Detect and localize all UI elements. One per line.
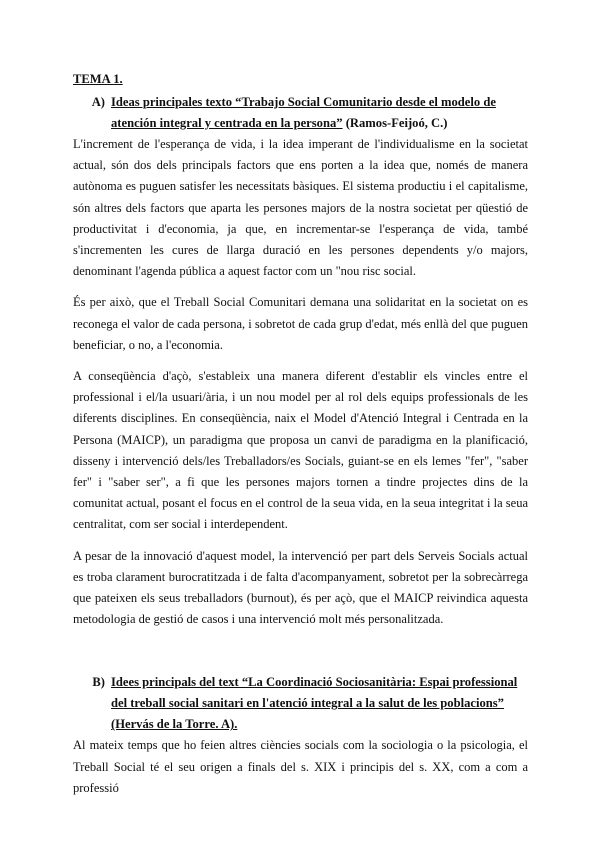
paragraph: A pesar de la innovació d'aquest model, la intervenció per part dels Serveis Socials actual es troba clarament burocratitzada i de falta d'acompanyament, sobretot per la sobrecàrrega que pateixen els seus treballadors (burnout), és per açò, que el MAICP reivindica aquesta metodologia de gestió de casos i una intervenció molt més personalitzada. — [73, 548, 528, 627]
section-b-heading — [73, 672, 528, 735]
section-spacer — [73, 640, 528, 672]
section-b-letter: B) — [92, 675, 105, 690]
paragraph: A conseqüència d'açò, s'estableix una manera diferent d'establir els vincles entre el professional i el/la usuari/ària, i un nou model per al rol dels equips professionals de les diferents disciplines. En conseqüència, naix el Model d'Atenció Integral i Centrada en la Persona (MAICP), un paradigma que proposa un canvi de paradigma en la planificació, disseny i intervenció dels/les Treballadors/es Socials, guiant-se en els lemes "fer", "saber fer" i "saber ser", a fi que les persones majors tornen a tindre projectes dins de la comunitat actual, posant el focus en el control de la seua vida, en la seua integritat i la seua centralitat, com ser social i interdependent. — [73, 369, 528, 532]
paragraph: L'increment de l'esperança de vida, i la idea imperant de l'individualisme en la societat actual, són dos dels principals factors que ens porten a la idea que, només de manera autònoma es puguen satisfer les necessitats bàsiques. El sistema productiu i el capitalisme, són altres dels factors que aparta les persones majors de la nostra societat per qüestió de productivitat i d'economia, ja que, en incrementar-se l'esperança de vida, també s'incrementen les cures de llarga duració en les persones dependents y/o majors, denominant l'agenda pública a aquest factor com un "nou risc social. — [73, 137, 528, 279]
section-b-title — [111, 672, 528, 735]
section-b-author: (Hervás de la Torre. A). — [111, 717, 238, 732]
paragraph: Al mateix temps que ho feien altres ciències socials com la sociologia o la psicologia, el Treball Social té el seu origen a finals del s. XIX i principis del s. XX, com a com a professió — [73, 738, 528, 795]
section-a-title-text: Ideas principales texto “Trabajo Social Comunitario desde el modelo de atención integral y centrada en la persona” — [111, 95, 496, 130]
section-a-letter: A) — [91, 95, 105, 109]
document-page — [73, 70, 528, 809]
section-a-heading — [73, 92, 528, 134]
section-b-title-text: Idees principals del text “La Coordinació Sociosanitària: Espai professional del treball social sanitari en l'atenció integral a la salut de les poblacions” — [111, 675, 518, 711]
paragraph: És per això, que el Treball Social Comunitari demana una solidaritat en la societat on es reconega el valor de cada persona, i sobretot de cada grup d'edat, més enllà del que puguen beneficiar, o no, a l'economia. — [73, 295, 528, 352]
document-title: TEMA 1. — [73, 72, 123, 86]
section-a-author: (Ramos-Feijoó, C.) — [342, 116, 448, 130]
section-a-title — [111, 92, 528, 134]
